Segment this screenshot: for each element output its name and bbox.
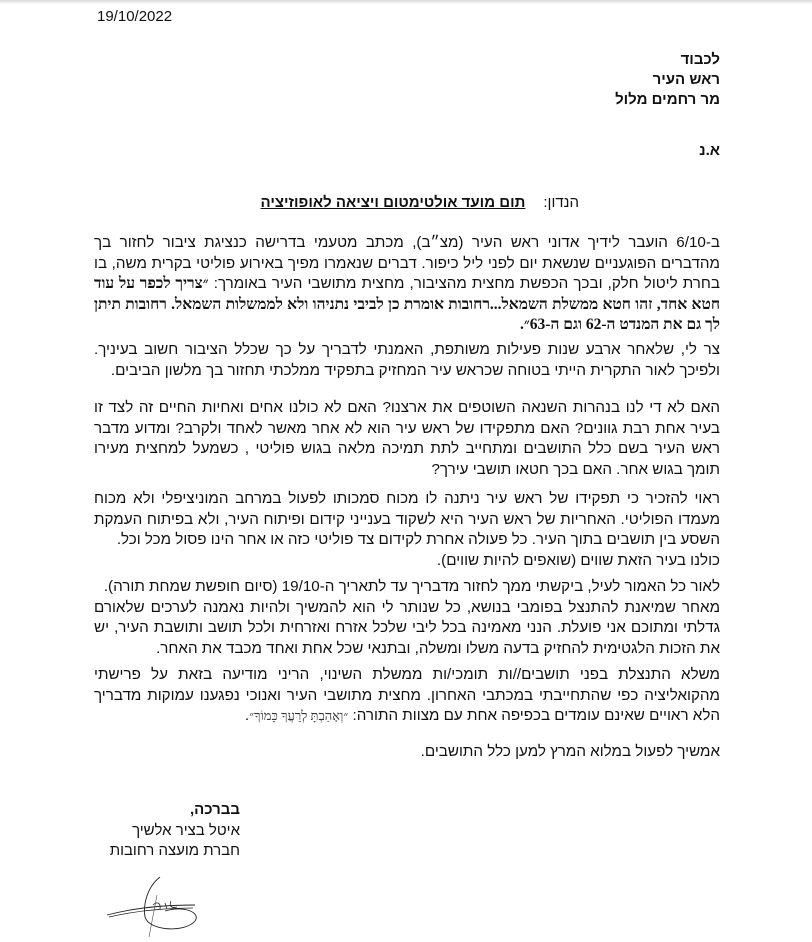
addressee-block [615,50,720,110]
signer-name: איטל בציר אלשיך [132,821,240,839]
subject-label: הנדון: [543,194,579,211]
handwritten-signature-icon [105,875,200,937]
paragraph-6 [94,665,720,727]
addressee-title: ראש העיר [652,71,720,88]
paragraph-5-rest: מאחר שמיאנת להתנצל בפומבי בנושא, כל שנותר לי הוא להמשיך ולהיות נאמנה לערכים שלאורם גדלתי ומתוכם אני פועלת. הנני מאמינה בכל ליבי שלכל אזרח ואזרחית ולכל תושב ותושבת העיר, יש את הזכות הלגטימית להחזיק בדעה משלו ומשלה, ובתנאי שכל אחת ואחד מכבד את האחר. [94,598,720,657]
closing: בברכה, [189,801,240,818]
paragraph-4-main: ראוי להזכיר כי תפקידו של ראש עיר ניתנה לו מכוח סמכותו לפעול במרחב המוניציפלי ולא מכוח מעמדו הפוליטי. האחריות של ראש העיר היא לשקוד בענייני קידום ופיתוח העיר, ולא בפיתוח העמקת השסע בין תושבים בתוך העיר. כל פעולה אחרת לקידום צד פוליטי כזה או אחר הינו פסול מכל וכל. [94,490,720,548]
paragraph-1-quote: ״צריך לכפר על עוד חטא אחד, זהו חטא ממשלת השמאל...רחובות אומרת כן לביבי נתניהו ולא לממשלות השמאל. רחובות תיתן לך גם את המנדט ה-62 וגם ה-63״. [94,275,720,333]
letter-date: 19/10/2022 [97,8,173,25]
paragraph-6-text: משלא התנצלת בפני תושבים//ות תומכי/ות ממשלת השינוי, הריני מודיעה בזאת על פרישתי מהקואליציה כפי שהתחייבתי במכתבי האחרון. מחצית מתושבי העיר ואנוכי נפגענו עמוקות מדבריך הלא ראויים שאינם עומדים בכפיפה אחת עם מצוות התורה: [94,666,720,724]
signature-block [110,800,240,862]
paragraph-5-first: לאור כל האמור לעיל, ביקשתי ממך לחזור מדבריך עד לתאריך ה-19/10 (סיום חופשת שמחת תורה). [103,578,720,595]
subject-line [261,194,579,211]
paragraph-2: צר לי, שלאחר ארבע שנות פעילות משותפת, האמנתי לדבריך על כך שכלל הציבור חשוב בעיניך. ולפיכך לאור התקרית הייתי בטוחה שכראש עיר המחזיק בתפקיד ממלכתי תחזור בך מלשון הביבים. [94,341,720,379]
addressee-honorific: לכבוד [680,51,720,68]
paragraph-5 [94,577,720,659]
page-top-shadow [0,0,812,4]
salutation: א.נ [699,142,720,159]
paragraph-4 [94,489,720,571]
paragraph-3: האם לא די לנו בנהרות השנאה השוטפים את ארצנו? האם לא כולנו אחים ואחיות החיים זה לצד זו בעיר אחת רבת גוונים? האם מתפקידו של ראש עיר הוא לא אחר מאשר לאחד ולקרב? ומדוע מדבר ראש העיר בשם כלל התושבים ומתחייב לתת תמיכה מלאה בגוש פוליטי , כשמעל למחצית מעירו תומך בגוש אחר. האם בכך חטאו תושבי עירך? [94,399,720,478]
paragraph-4-last: כולנו בעיר הזאת שווים (שואפים להיות שווים). [436,551,720,569]
paragraph-1-text: ב-6/10 הועבר לידיך אדוני ראש העיר (מצ״ב), מכתב מטעמי בדרישה כנציגת ציבור לחזור בך מהדברים הפוגעניים שנשאת יום לפני ליל כיפור. דברים שנאמרו מפיך באירוע פוליטי בקרית משה, בו בחרת ליטול חלק, ובכך הכפשת מחצית מהציבור, מחצית מתושבי העיר באומרך: [94,234,721,292]
paragraph-1 [94,233,720,336]
addressee-name: מר רחמים מלול [615,91,720,108]
paragraph-6-end: . [244,707,250,724]
torah-verse: ״וְאָהַבְתָּ לְרֵעֲךָ כָּמוֹךָ״ [249,708,349,723]
signer-role: חברת מועצה רחובות [109,842,240,859]
paragraph-7: אמשיך לפעול במלוא המרץ למען כלל התושבים. [420,743,720,760]
subject-title: תום מועד אולטימטום ויציאה לאופוזיציה [260,194,526,211]
